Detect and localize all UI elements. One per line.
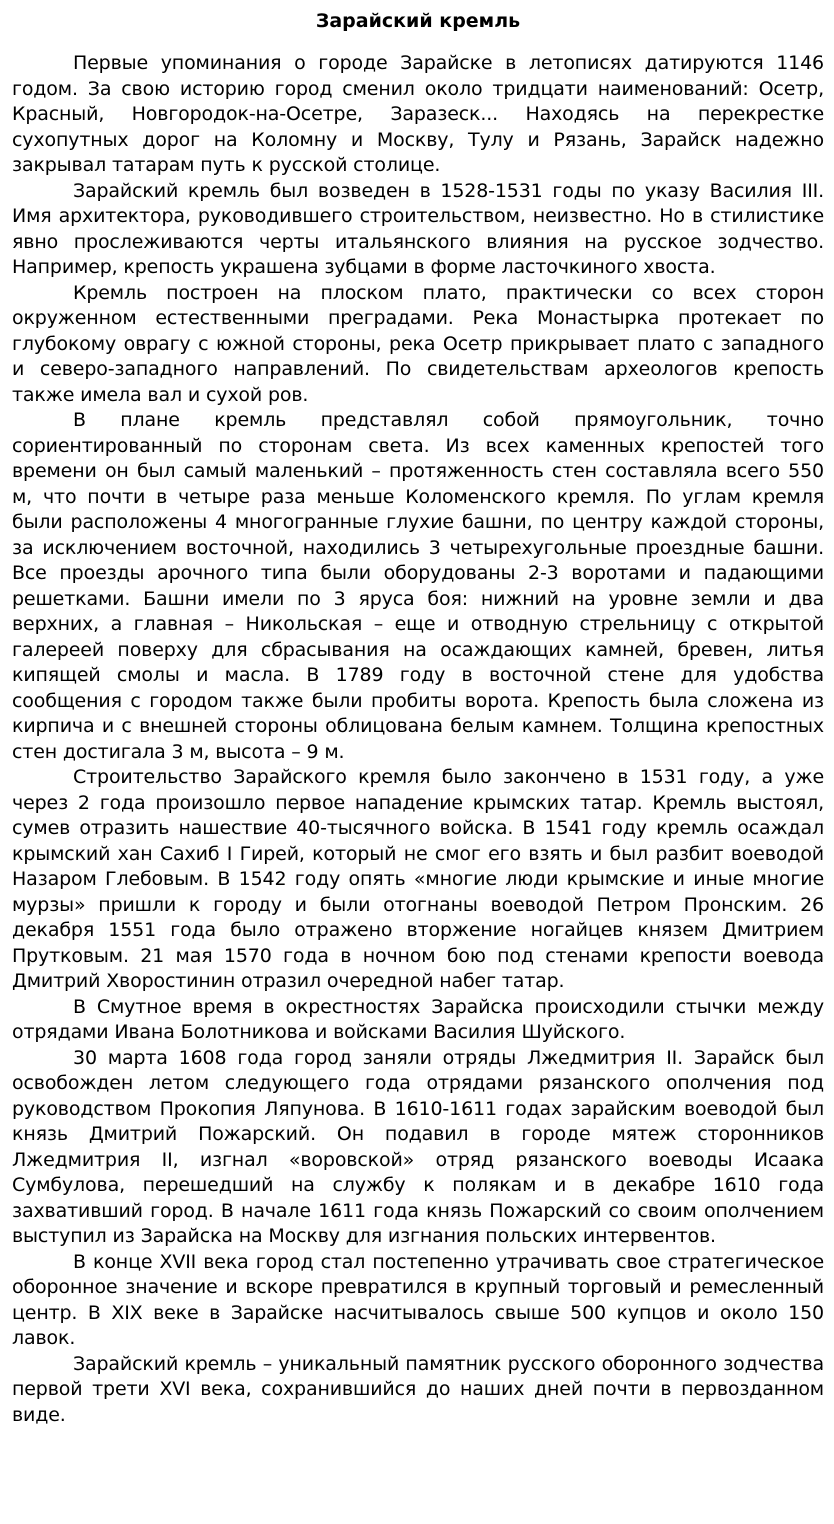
document-title: Зарайский кремль: [315, 10, 521, 32]
paragraph: В конце XVII века город стал постепенно утрачивать свое стратегическое оборонное значение и вскоре превратился в крупный торговый и ремесленный центр. В XIX веке в Зарайске насчитывалось свыше 500 купцов и около 150 лавок.: [12, 1250, 824, 1349]
paragraph: Кремль построен на плоском плато, практически со всех сторон окруженном естественными преградами. Река Монастырка протекает по глубокому оврагу с южной стороны, река Осетр прикрывает плато с западного и северо-западного направлений. По свидетельствам археологов крепость также имела вал и сухой ров.: [12, 281, 824, 406]
paragraph: 30 марта 1608 года город заняли отряды Лжедмитрия II. Зарайск был освобожден летом следующего года отрядами рязанского ополчения под руководством Прокопия Ляпунова. В 1610-1611 годах зарайским воеводой был князь Дмитрий Пожарский. Он подавил в городе мятеж сторонников Лжедмитрия II, изгнал «воровской» отряд рязанского воеводы Исаака Сумбулова, перешедший на службу к полякам и в декабре 1610 года захвативший город. В начале 1611 года князь Пожарский со своим ополчением выступил из Зарайска на Москву для изгнания польских интервентов.: [12, 1046, 824, 1247]
paragraph: Первые упоминания о городе Зарайске в летописях датируются 1146 годом. За свою историю город сменил около тридцати наименований: Осетр, Красный, Новгородок-на-Осетре, Заразеск... Находясь на перекрестке сухопутных дорог на Коломну и Москву, Тулу и Рязань, Зарайск надежно закрывал татарам путь к русской столице.: [12, 52, 824, 176]
paragraph: В Смутное время в окрестностях Зарайска происходили стычки между отрядами Ивана Болотникова и войсками Василия Шуйского.: [12, 995, 824, 1043]
paragraph: Зарайский кремль – уникальный памятник русского оборонного зодчества первой трети XVI века, сохранившийся до наших дней почти в первозданном виде.: [12, 1352, 824, 1426]
document-page: [12, 6, 824, 1428]
paragraph: Зарайский кремль был возведен в 1528-1531 годы по указу Василия III. Имя архитектора, руководившего строительством, неизвестно. Но в стилистике явно прослеживаются черты итальянского влияния на русское зодчество. Например, крепость украшена зубцами в форме ласточкиного хвоста.: [12, 179, 824, 278]
paragraph: Строительство Зарайского кремля было закончено в 1531 году, а уже через 2 года произошло первое нападение крымских татар. Кремль выстоял, сумев отразить нашествие 40-тысячного войска. В 1541 году кремль осаждал крымский хан Сахиб I Гирей, который не смог его взять и был разбит воеводой Назаром Глебовым. В 1542 году опять «многие люди крымские и иные многие мурзы» пришли к городу и были отогнаны воеводой Петром Пронским. 26 декабря 1551 года было отражено вторжение ногайцев князем Дмитрием Прутковым. 21 мая 1570 года в ночном бою под стенами крепости воевода Дмитрий Хворостинин отразил очередной набег татар.: [12, 766, 824, 992]
paragraph: В плане кремль представлял собой прямоугольник, точно сориентированный по сторонам света. Из всех каменных крепостей того времени он был самый маленький – протяженность стен составляла всего 550 м, что почти в четыре раза меньше Коломенского кремля. По углам кремля были расположены 4 многогранные глухие башни, по центру каждой стороны, за исключением восточной, находились 3 четырехугольные проездные башни. Все проезды арочного типа были оборудованы 2-3 воротами и падающими решетками. Башни имели по 3 яруса боя: нижний на уровне земли и два верхних, а главная – Никольская – еще и отводную стрельницу с открытой галереей поверху для сбрасывания на осаждающих камней, бревен, литья кипящей смолы и масла. В 1789 году в восточной стене для удобства сообщения с городом также были пробиты ворота. Крепость была сложена из кирпича и с внешней стороны облицована белым камнем. Толщина крепостных стен достигала 3 м, высота – 9 м.: [12, 409, 824, 763]
